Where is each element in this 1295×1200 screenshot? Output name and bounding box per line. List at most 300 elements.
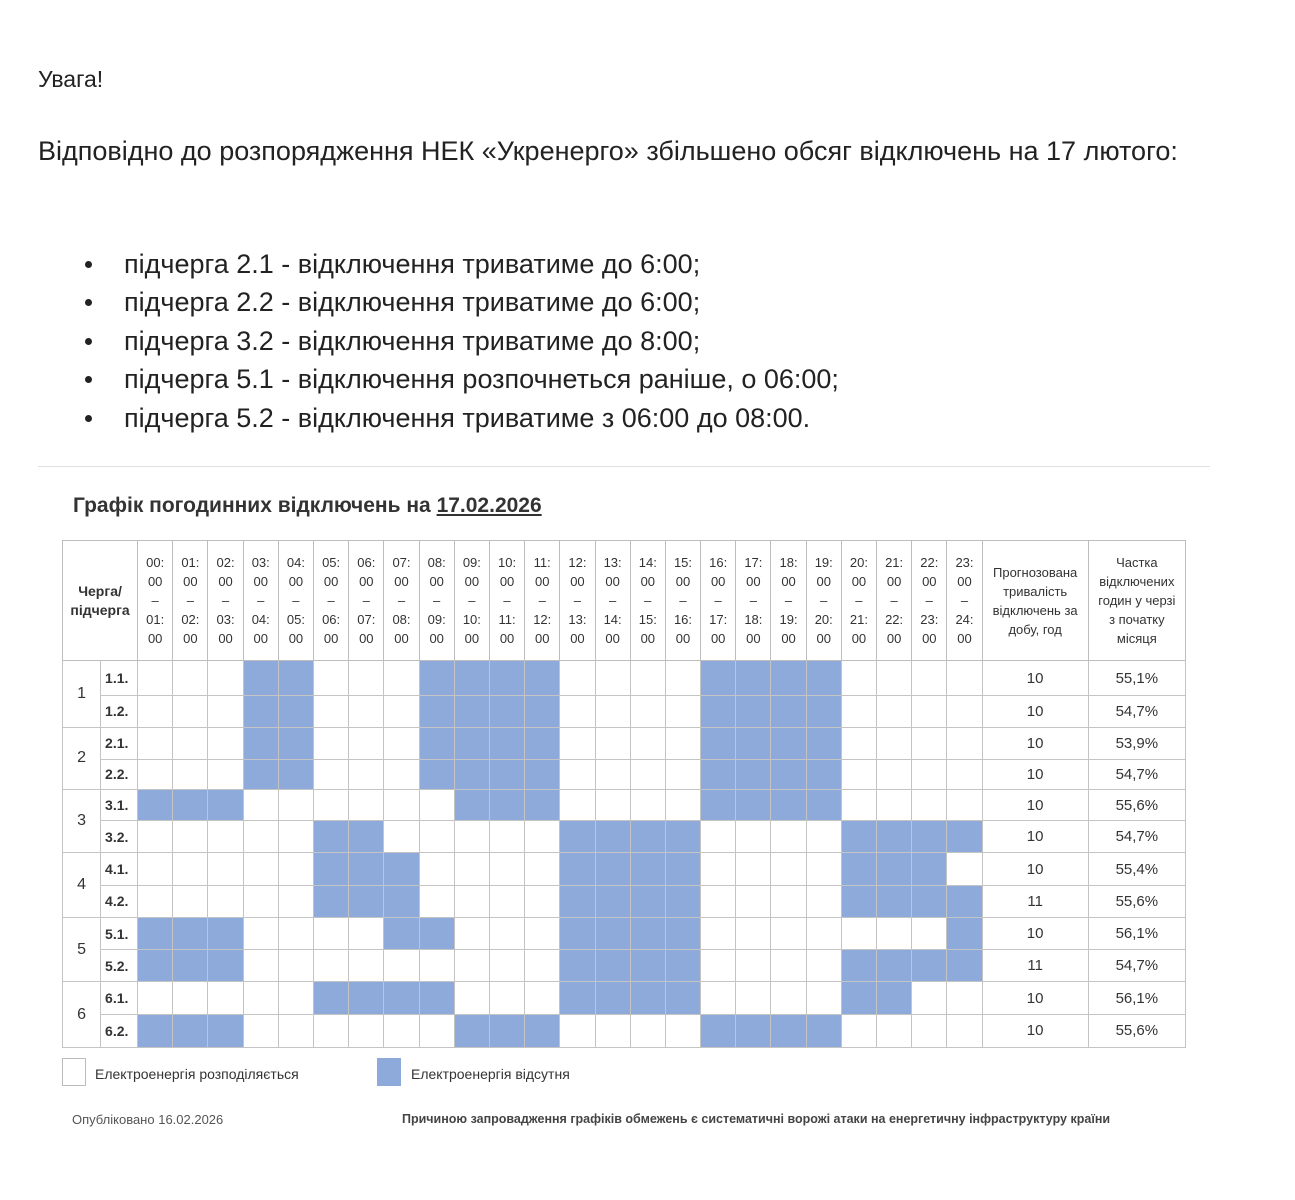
hour-cell-power-on (841, 727, 876, 759)
subqueue-label: 3.1. (101, 789, 138, 820)
hour-cell-power-on (419, 885, 454, 917)
hour-cell-power-off (489, 727, 524, 759)
hour-header-line: – (573, 593, 582, 608)
hour-cell-power-on (349, 1014, 384, 1047)
hour-cell-power-off (877, 950, 912, 982)
hour-column-header (806, 541, 841, 661)
duration-header-line: добу, год (1008, 621, 1062, 637)
hour-cell-power-on (947, 853, 982, 885)
hour-header-line: 00 (323, 574, 339, 589)
hour-cell-power-off (454, 759, 489, 789)
hour-header-line: – (784, 593, 793, 608)
share-value: 55,6% (1088, 1014, 1185, 1047)
share-value: 54,7% (1088, 821, 1185, 853)
subqueue-label: 2.1. (101, 727, 138, 759)
hour-header-line: 21: (849, 612, 868, 627)
hour-cell-power-off (278, 759, 313, 789)
hour-cell-power-on (560, 759, 595, 789)
hour-cell-power-on (736, 917, 771, 949)
hour-cell-power-on (454, 917, 489, 949)
hour-cell-power-on (384, 789, 419, 820)
hour-header-line: 23: (955, 555, 974, 570)
hour-header-line: – (151, 593, 159, 608)
hour-cell-power-off (947, 821, 982, 853)
share-value: 53,9% (1088, 727, 1185, 759)
share-header-line: місяця (1116, 631, 1157, 646)
hour-cell-power-off (454, 1014, 489, 1047)
hour-cell-power-on (877, 917, 912, 949)
queue-column-header (63, 541, 138, 661)
hour-header-line: 15: (638, 612, 657, 627)
hour-cell-power-on (912, 727, 947, 759)
hour-cell-power-off (806, 789, 841, 820)
hour-header-line: 00 (886, 574, 902, 589)
hour-header-line: 05: (286, 612, 305, 627)
hour-cell-power-off (806, 759, 841, 789)
hour-cell-power-on (489, 950, 524, 982)
subqueue-label: 6.1. (101, 982, 138, 1014)
hour-header-line: 01: (146, 612, 165, 627)
hour-cell-power-on (665, 727, 700, 759)
hour-cell-power-on (806, 950, 841, 982)
hour-cell-power-on (243, 821, 278, 853)
hour-header-line: 06: (357, 555, 376, 570)
hour-column-header (630, 541, 665, 661)
hour-column-header (278, 541, 313, 661)
hour-cell-power-on (278, 1014, 313, 1047)
hour-header-line: 00 (886, 631, 902, 646)
hour-header-line: 00 (429, 574, 444, 589)
hour-cell-power-off (841, 950, 876, 982)
hour-column-header (771, 541, 806, 661)
hour-column-header (419, 541, 454, 661)
hour-cell-power-off (314, 885, 349, 917)
hour-header-line: 00 (218, 574, 233, 589)
hour-cell-power-on (947, 1014, 982, 1047)
hour-cell-power-off (314, 821, 349, 853)
hour-cell-power-on (595, 661, 630, 696)
hour-cell-power-on (630, 661, 665, 696)
hour-column-header (489, 541, 524, 661)
hour-cell-power-off (630, 853, 665, 885)
hour-header-line: – (855, 593, 863, 608)
hour-header-line: 12: (533, 612, 552, 627)
duration-value: 10 (982, 696, 1088, 727)
hour-cell-power-on (138, 885, 173, 917)
hour-cell-power-off (454, 696, 489, 727)
hour-cell-power-on (841, 696, 876, 727)
hour-cell-power-off (525, 696, 560, 727)
hour-cell-power-on (560, 727, 595, 759)
share-value: 55,6% (1088, 789, 1185, 820)
hour-header-line: 18: (744, 612, 763, 627)
hour-header-line: 06: (322, 612, 341, 627)
hour-header-line: – (433, 593, 441, 608)
subqueue-label: 3.2. (101, 821, 138, 853)
share-value: 54,7% (1088, 696, 1185, 727)
hour-cell-power-on (912, 982, 947, 1014)
attention-heading: Увага! (38, 66, 104, 92)
duration-value: 10 (982, 727, 1088, 759)
hour-cell-power-on (138, 853, 173, 885)
hour-cell-power-off (419, 696, 454, 727)
hour-cell-power-on (736, 982, 771, 1014)
hour-cell-power-off (771, 696, 806, 727)
hour-cell-power-off (384, 917, 419, 949)
hour-column-header (877, 541, 912, 661)
hour-cell-power-on (701, 885, 736, 917)
hour-header-line: 18: (779, 555, 798, 570)
legend-power-off-swatch (377, 1058, 401, 1086)
hour-cell-power-on (314, 696, 349, 727)
hour-header-line: – (362, 593, 370, 608)
hour-cell-power-on (560, 661, 595, 696)
hour-cell-power-on (841, 1014, 876, 1047)
hour-cell-power-on (173, 853, 208, 885)
table-row (63, 853, 1186, 885)
hour-cell-power-off (701, 789, 736, 820)
hour-cell-power-off (947, 885, 982, 917)
hour-cell-power-off (384, 853, 419, 885)
hour-header-line: 00 (499, 574, 515, 589)
hour-cell-power-off (525, 1014, 560, 1047)
hour-cell-power-on (630, 696, 665, 727)
hour-cell-power-on (560, 789, 595, 820)
hour-cell-power-off (771, 727, 806, 759)
hour-column-header (525, 541, 560, 661)
hour-cell-power-on (349, 917, 384, 949)
hour-cell-power-off (665, 982, 700, 1014)
hour-header-line: 00 (640, 631, 656, 646)
hour-header-line: 00 (429, 631, 444, 646)
hour-cell-power-off (912, 853, 947, 885)
hour-cell-power-on (454, 853, 489, 885)
hour-header-line: 00 (147, 631, 163, 646)
hour-cell-power-on (947, 982, 982, 1014)
hour-cell-power-on (806, 821, 841, 853)
duration-value: 10 (982, 821, 1088, 853)
hour-header-line: 00 (851, 631, 867, 646)
hour-cell-power-off (278, 696, 313, 727)
hour-cell-power-on (349, 727, 384, 759)
hour-cell-power-off (595, 950, 630, 982)
hour-header-line: 00: (146, 555, 165, 570)
duration-value: 10 (982, 982, 1088, 1014)
hour-header-line: 00 (570, 631, 585, 646)
hour-header-line: 08: (427, 555, 446, 570)
hour-cell-power-on (701, 821, 736, 853)
hour-cell-power-off (208, 1014, 243, 1047)
hour-cell-power-off (454, 789, 489, 820)
hour-cell-power-on (912, 1014, 947, 1047)
hour-cell-power-on (912, 696, 947, 727)
hour-cell-power-off (138, 789, 173, 820)
hour-column-header (349, 541, 384, 661)
hour-cell-power-on (208, 727, 243, 759)
duration-value: 10 (982, 759, 1088, 789)
hour-cell-power-on (278, 789, 313, 820)
list-item: підчерга 5.1 - відключення розпочнеться раніше, о 06:00; (38, 360, 839, 398)
hour-cell-power-off (173, 917, 208, 949)
table-row (63, 661, 1186, 696)
hour-header-line: 14: (603, 612, 622, 627)
hour-cell-power-off (701, 1014, 736, 1047)
hour-cell-power-off (243, 759, 278, 789)
table-row (63, 696, 1186, 727)
legend-power-on-label: Електроенергія розподіляється (95, 1066, 299, 1082)
hour-cell-power-on (665, 789, 700, 820)
hour-cell-power-off (665, 950, 700, 982)
hour-header-line: 22: (920, 555, 939, 570)
hour-header-line: – (890, 593, 898, 608)
hour-header-line: 11: (533, 555, 551, 570)
hour-cell-power-on (384, 1014, 419, 1047)
hour-cell-power-off (701, 696, 736, 727)
hour-cell-power-on (701, 950, 736, 982)
hour-cell-power-off (771, 789, 806, 820)
hour-header-line: 00 (359, 574, 374, 589)
hour-cell-power-on (138, 982, 173, 1014)
hour-cell-power-on (208, 885, 243, 917)
hour-cell-power-on (877, 789, 912, 820)
hour-header-line: 11: (498, 612, 516, 627)
hour-cell-power-off (877, 853, 912, 885)
hour-header-line: 20: (814, 612, 833, 627)
hour-cell-power-off (525, 789, 560, 820)
hour-cell-power-on (454, 950, 489, 982)
hour-cell-power-off (665, 853, 700, 885)
hour-column-header (314, 541, 349, 661)
hour-cell-power-on (454, 982, 489, 1014)
hour-cell-power-off (701, 727, 736, 759)
hour-cell-power-on (419, 821, 454, 853)
hour-cell-power-off (278, 727, 313, 759)
hour-header-line: – (221, 593, 230, 608)
hour-cell-power-on (525, 917, 560, 949)
duration-header-line: Прогнозована (993, 564, 1078, 580)
hour-header-line: – (644, 593, 652, 608)
hour-cell-power-off (173, 950, 208, 982)
hour-cell-power-off (138, 950, 173, 982)
hour-cell-power-on (243, 885, 278, 917)
hour-cell-power-on (841, 917, 876, 949)
hour-cell-power-off (349, 982, 384, 1014)
hour-cell-power-off (489, 661, 524, 696)
hour-cell-power-off (630, 821, 665, 853)
hour-cell-power-on (771, 950, 806, 982)
hour-column-header (243, 541, 278, 661)
hour-cell-power-on (771, 885, 806, 917)
table-row (63, 759, 1186, 789)
hour-cell-power-on (419, 1014, 454, 1047)
hour-header-line: 10: (462, 612, 481, 627)
hour-cell-power-on (173, 661, 208, 696)
hour-column-header (595, 541, 630, 661)
hour-cell-power-off (912, 821, 947, 853)
hour-cell-power-on (384, 727, 419, 759)
hour-cell-power-on (489, 821, 524, 853)
hour-header-line: – (960, 593, 969, 608)
hour-header-line: 07: (392, 555, 411, 570)
hour-header-line: 00 (394, 574, 409, 589)
hour-header-line: – (292, 593, 300, 608)
hour-cell-power-on (525, 853, 560, 885)
hour-header-line: 13: (568, 612, 587, 627)
hour-cell-power-off (314, 982, 349, 1014)
share-value: 56,1% (1088, 982, 1185, 1014)
list-item: підчерга 3.2 - відключення триватиме до 8:00; (38, 322, 839, 360)
hour-cell-power-off (489, 759, 524, 789)
hour-cell-power-on (841, 789, 876, 820)
hour-header-line: 07: (357, 612, 376, 627)
hour-cell-power-on (736, 821, 771, 853)
hour-cell-power-off (701, 661, 736, 696)
hour-cell-power-off (525, 759, 560, 789)
hour-cell-power-on (454, 885, 489, 917)
hour-cell-power-on (877, 759, 912, 789)
hour-header-line: 00 (851, 574, 867, 589)
hour-cell-power-off (419, 661, 454, 696)
hour-cell-power-on (278, 950, 313, 982)
list-item: підчерга 2.1 - відключення триватиме до 6:00; (38, 245, 839, 283)
queue-header-line: Черга/ (78, 582, 122, 599)
hour-cell-power-on (243, 917, 278, 949)
share-value: 55,1% (1088, 661, 1185, 696)
hour-cell-power-on (349, 696, 384, 727)
hour-cell-power-off (419, 917, 454, 949)
hour-header-line: 00 (781, 574, 796, 589)
hour-header-line: 00 (394, 631, 409, 646)
hour-cell-power-off (560, 821, 595, 853)
hour-cell-power-on (912, 661, 947, 696)
hour-column-header (138, 541, 173, 661)
hour-header-line: 16: (709, 555, 728, 570)
table-row (63, 727, 1186, 759)
hour-cell-power-on (138, 759, 173, 789)
reason-note: Причиною запровадження графіків обмежень є систематичні ворожі атаки на енергетичну інфраструктуру країни (402, 1112, 1111, 1126)
table-row (63, 982, 1186, 1014)
hour-cell-power-on (314, 727, 349, 759)
legend-power-on-swatch (62, 1058, 86, 1086)
hour-cell-power-off (208, 917, 243, 949)
hour-cell-power-on (595, 727, 630, 759)
hour-cell-power-on (947, 696, 982, 727)
duration-value: 10 (982, 789, 1088, 820)
hour-cell-power-on (665, 759, 700, 789)
list-item: підчерга 5.2 - відключення триватиме з 06:00 до 08:00. (38, 399, 839, 437)
hour-cell-power-off (595, 982, 630, 1014)
hour-header-line: – (679, 593, 687, 608)
hour-cell-power-on (454, 821, 489, 853)
hour-cell-power-on (208, 759, 243, 789)
hour-header-line: 02: (216, 555, 235, 570)
duration-value: 10 (982, 661, 1088, 696)
hour-header-line: 17: (744, 555, 763, 570)
hour-header-line: 00 (640, 574, 656, 589)
subqueue-label: 4.2. (101, 885, 138, 917)
hour-cell-power-off (384, 885, 419, 917)
hour-cell-power-on (384, 759, 419, 789)
outage-schedule-table (62, 540, 1186, 1048)
duration-header-line: тривалість (1003, 583, 1068, 599)
share-value: 56,1% (1088, 917, 1185, 949)
hour-header-line: – (538, 593, 546, 608)
hour-cell-power-on (138, 821, 173, 853)
hour-cell-power-on (314, 1014, 349, 1047)
hour-cell-power-on (736, 950, 771, 982)
hour-cell-power-on (947, 727, 982, 759)
hour-cell-power-on (349, 789, 384, 820)
hour-column-header (841, 541, 876, 661)
hour-cell-power-on (630, 759, 665, 789)
share-header-line: з початку (1109, 612, 1165, 627)
hour-header-line: – (714, 593, 722, 608)
hour-header-line: 23: (920, 612, 939, 627)
hour-cell-power-on (525, 821, 560, 853)
hour-cell-power-on (912, 789, 947, 820)
queue-group-label: 6 (63, 982, 101, 1048)
hour-cell-power-off (489, 696, 524, 727)
hour-cell-power-off (630, 917, 665, 949)
hour-cell-power-off (595, 885, 630, 917)
subqueue-label: 5.1. (101, 917, 138, 949)
hour-cell-power-off (595, 853, 630, 885)
hour-cell-power-on (208, 982, 243, 1014)
hour-cell-power-on (701, 982, 736, 1014)
hour-cell-power-on (665, 661, 700, 696)
hour-header-line: 20: (849, 555, 868, 570)
hour-cell-power-on (278, 917, 313, 949)
share-value: 55,6% (1088, 885, 1185, 917)
hour-cell-power-off (806, 696, 841, 727)
hour-cell-power-on (243, 853, 278, 885)
hour-header-line: 19: (779, 612, 798, 627)
hour-cell-power-off (806, 661, 841, 696)
hour-header-line: 04: (286, 555, 305, 570)
table-row (63, 950, 1186, 982)
hour-header-line: 00 (464, 631, 480, 646)
hour-cell-power-off (736, 696, 771, 727)
hour-header-line: 00 (710, 574, 726, 589)
hour-column-header (947, 541, 982, 661)
hour-header-line: – (749, 593, 757, 608)
hour-cell-power-off (947, 917, 982, 949)
hour-cell-power-on (947, 789, 982, 820)
hour-cell-power-on (384, 696, 419, 727)
hour-cell-power-on (525, 950, 560, 982)
hour-header-line: 12: (568, 555, 587, 570)
hour-cell-power-on (349, 950, 384, 982)
hour-cell-power-off (595, 917, 630, 949)
hour-cell-power-on (525, 982, 560, 1014)
hour-cell-power-off (877, 982, 912, 1014)
hour-cell-power-on (349, 759, 384, 789)
subqueue-label: 6.2. (101, 1014, 138, 1047)
hour-header-line: 03: (216, 612, 235, 627)
hour-cell-power-on (877, 661, 912, 696)
hour-header-line: 03: (251, 555, 270, 570)
hour-cell-power-on (489, 853, 524, 885)
changes-list (38, 245, 839, 437)
hour-cell-power-on (278, 885, 313, 917)
share-header-line: відключених (1099, 574, 1175, 589)
hour-cell-power-on (384, 821, 419, 853)
hour-cell-power-off (419, 759, 454, 789)
hour-cell-power-on (947, 759, 982, 789)
hour-cell-power-off (419, 727, 454, 759)
hour-header-line: 00 (605, 574, 620, 589)
hour-cell-power-on (701, 917, 736, 949)
